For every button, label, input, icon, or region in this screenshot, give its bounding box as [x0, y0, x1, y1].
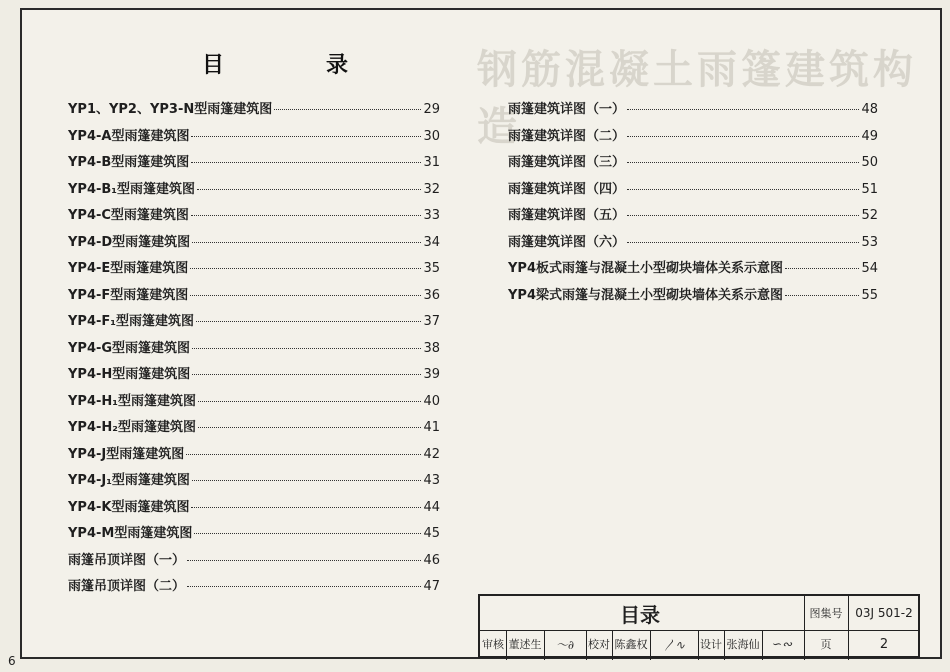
toc-entry [508, 284, 878, 303]
toc-entry-title: YP4-A型雨篷建筑图 [68, 128, 190, 144]
toc-leader-dots [192, 348, 421, 349]
toc-entry-page: 40 [423, 393, 440, 409]
toc-leader-dots [186, 454, 421, 455]
toc-leader-dots [187, 586, 421, 587]
toc-entry [68, 416, 440, 435]
atlas-number: 03J 501-2 [855, 606, 913, 620]
toc-leader-dots [274, 109, 421, 110]
toc-leader-dots [785, 295, 859, 296]
toc-leader-dots [198, 401, 421, 402]
toc-entry [68, 496, 440, 515]
toc-entry-title: YP4梁式雨篷与混凝土小型砌块墙体关系示意图 [508, 287, 783, 303]
background-title: 钢筋混凝土雨篷建筑构造 [477, 46, 917, 150]
toc-entry-title: YP4-F型雨篷建筑图 [68, 287, 189, 303]
toc-entry-title: YP4-K型雨篷建筑图 [68, 499, 190, 515]
divider [724, 630, 725, 660]
toc-entry-title: 雨篷建筑详图（二） [508, 128, 626, 144]
toc-entry-title: YP4-B型雨篷建筑图 [68, 155, 190, 170]
toc-entry-title: 雨篷建筑详图（五） [508, 208, 626, 223]
toc-leader-dots [192, 480, 422, 481]
toc-entry-title: YP1、YP2、YP3-N型雨篷建筑图 [68, 102, 273, 117]
toc-leader-dots [627, 189, 859, 190]
divider [762, 630, 763, 660]
divider [698, 630, 699, 660]
toc-entry [68, 363, 440, 382]
toc-leader-dots [627, 242, 859, 243]
toc-entry [68, 98, 440, 117]
toc-leader-dots [194, 533, 421, 534]
page-heading [202, 48, 348, 79]
toc-entry [68, 390, 440, 409]
toc-leader-dots [192, 374, 421, 375]
toc-entry-title: 雨篷吊顶详图（一） [68, 552, 186, 568]
toc-entry [68, 125, 440, 144]
toc-entry [68, 469, 440, 488]
toc-entry-page: 34 [423, 234, 440, 250]
heading-right: 录 [326, 52, 349, 78]
check-label: 校对 [588, 638, 610, 651]
toc-entry-title: YP4-G型雨篷建筑图 [68, 340, 191, 356]
check-name: 陈鑫权 [614, 638, 648, 651]
toc-entry [508, 231, 878, 250]
toc-entry-page: 55 [861, 287, 878, 303]
toc-entry-title: YP4-J₁型雨篷建筑图 [68, 473, 190, 488]
divider [544, 630, 545, 660]
toc-entry-title: YP4-E型雨篷建筑图 [68, 261, 189, 276]
divider [586, 630, 587, 660]
divider [804, 596, 805, 660]
toc-leader-dots [627, 215, 859, 216]
toc-entry-page: 47 [423, 579, 440, 594]
toc-entry [508, 125, 878, 144]
toc-leader-dots [196, 321, 421, 322]
toc-entry-page: 42 [423, 446, 440, 462]
toc-entry-page: 53 [861, 234, 878, 250]
toc-entry-page: 45 [423, 526, 440, 541]
toc-entry [68, 310, 440, 329]
toc-entry-title: YP4板式雨篷与混凝土小型砌块墙体关系示意图 [508, 261, 783, 276]
toc-entry [68, 549, 440, 568]
toc-leader-dots [192, 242, 421, 243]
toc-entry [508, 257, 878, 276]
toc-entry-title: YP4-D型雨篷建筑图 [68, 234, 191, 250]
corner-page-number: 6 [8, 654, 16, 668]
toc-entry [68, 151, 440, 170]
toc-entry-page: 32 [423, 181, 440, 197]
toc-entry-page: 39 [423, 367, 440, 382]
toc-entry-page: 50 [861, 155, 878, 170]
toc-entry-title: 雨篷建筑详图（四） [508, 181, 626, 197]
toc-entry-title: 雨篷建筑详图（六） [508, 234, 626, 250]
review-label: 审核 [482, 638, 504, 651]
atlas-number-label: 图集号 [809, 607, 843, 620]
toc-entry [508, 151, 878, 170]
page-label: 页 [820, 638, 832, 651]
toc-leader-dots [190, 268, 421, 269]
design-label: 设计 [700, 638, 722, 651]
toc-entry-title: YP4-F₁型雨篷建筑图 [68, 314, 194, 329]
toc-leader-dots [191, 507, 421, 508]
toc-entry-title: 雨篷吊顶详图（二） [68, 579, 186, 594]
toc-entry-page: 41 [423, 420, 440, 435]
divider [506, 630, 507, 660]
toc-leader-dots [785, 268, 859, 269]
toc-entry-title: YP4-M型雨篷建筑图 [68, 526, 193, 541]
toc-entry-page: 54 [861, 261, 878, 276]
review-signature: 〜∂ [555, 637, 575, 652]
divider [612, 630, 613, 660]
toc-entry [508, 204, 878, 223]
toc-leader-dots [187, 560, 421, 561]
toc-entry-page: 31 [423, 155, 440, 170]
toc-entry [68, 337, 440, 356]
toc-entry-title: YP4-C型雨篷建筑图 [68, 208, 189, 223]
design-signature: ∽∾ [771, 637, 793, 651]
toc-leader-dots [627, 136, 859, 137]
toc-entry [68, 231, 440, 250]
toc-leader-dots [197, 189, 421, 190]
toc-entry [68, 284, 440, 303]
toc-leader-dots [190, 295, 421, 296]
check-signature: 〳∿ [662, 637, 686, 652]
toc-entry-page: 52 [861, 208, 878, 223]
toc-leader-dots [627, 109, 859, 110]
toc-entry-title: YP4-H₂型雨篷建筑图 [68, 420, 196, 435]
toc-entry-page: 35 [423, 261, 440, 276]
heading-left: 目 [202, 52, 225, 78]
toc-entry [68, 522, 440, 541]
toc-entry-page: 51 [861, 181, 878, 197]
toc-entry-page: 33 [423, 208, 440, 223]
toc-entry-page: 36 [423, 287, 440, 303]
toc-entry [68, 575, 440, 594]
toc-entry-page: 37 [423, 314, 440, 329]
divider [848, 596, 849, 660]
toc-entry-title: 雨篷建筑详图（一） [508, 102, 626, 117]
toc-entry-title: YP4-H₁型雨篷建筑图 [68, 393, 196, 409]
toc-entry-page: 30 [423, 128, 440, 144]
toc-entry-title: YP4-B₁型雨篷建筑图 [68, 181, 195, 197]
title-block-title: 目录 [620, 603, 660, 627]
toc-entry [68, 178, 440, 197]
toc-entry [508, 98, 878, 117]
toc-leader-dots [627, 162, 859, 163]
toc-entry [68, 204, 440, 223]
toc-entry-page: 49 [861, 128, 878, 144]
toc-entry-page: 48 [861, 102, 878, 117]
toc-entry-title: YP4-H型雨篷建筑图 [68, 367, 191, 382]
toc-leader-dots [191, 215, 422, 216]
review-name: 董述生 [508, 638, 542, 651]
toc-entry-page: 29 [423, 102, 440, 117]
toc-entry [508, 178, 878, 197]
toc-entry-page: 46 [423, 552, 440, 568]
page-number: 2 [879, 636, 889, 652]
toc-leader-dots [191, 162, 421, 163]
title-block [478, 594, 920, 658]
design-name: 张海仙 [726, 638, 760, 651]
toc-entry-page: 38 [423, 340, 440, 356]
toc-entry-page: 44 [423, 499, 440, 515]
toc-entry-title: YP4-J型雨篷建筑图 [68, 446, 185, 462]
toc-leader-dots [191, 136, 421, 137]
toc-entry [68, 443, 440, 462]
divider [650, 630, 651, 660]
toc-entry-page: 43 [423, 473, 440, 488]
toc-entry-title: 雨篷建筑详图（三） [508, 155, 626, 170]
toc-leader-dots [198, 427, 421, 428]
toc-entry [68, 257, 440, 276]
